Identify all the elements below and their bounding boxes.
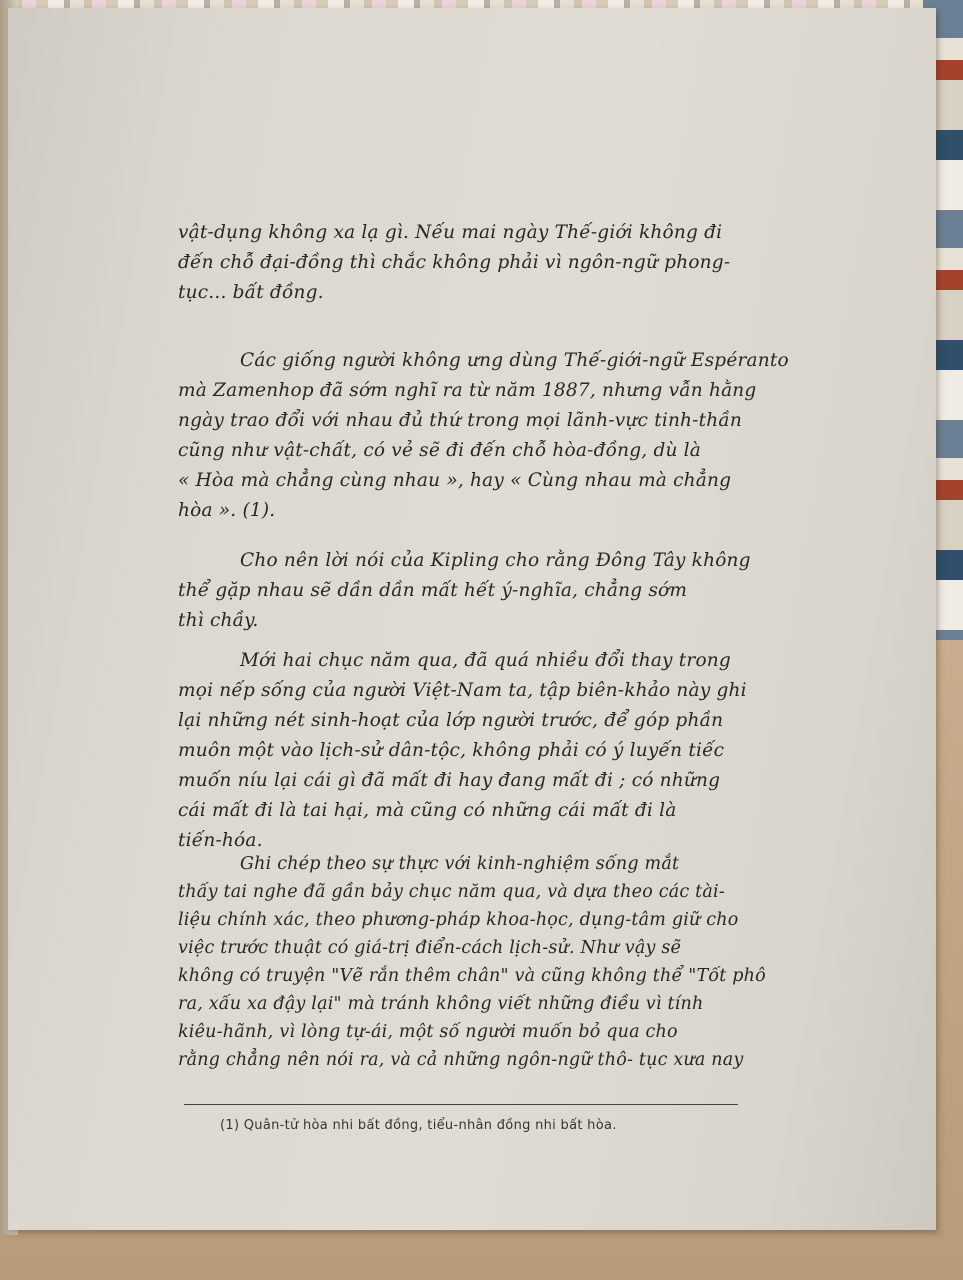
text-line: thể gặp nhau sẽ dần dần mất hết ý-nghĩa, chẳng sớm (178, 580, 688, 601)
text-line: Ghi chép theo sự thực với kinh-nghiệm sống mắt (240, 854, 680, 874)
text-line: kiêu-hãnh, vì lòng tự-ái, một số người muốn bỏ qua cho (178, 1022, 678, 1042)
text-line: việc trước thuật có giá-trị điển-cách lịch-sử. Như vậy sẽ (178, 938, 682, 958)
text-line: hòa ». (1). (178, 500, 276, 521)
text-line: liệu chính xác, theo phương-pháp khoa-học, dụng-tâm giữ cho (178, 910, 739, 930)
paragraph-2 (178, 346, 818, 526)
text-line: Mới hai chục năm qua, đã quá nhiều đổi thay trong (240, 650, 731, 671)
text-line: thấy tai nghe đã gần bảy chục năm qua, và dựa theo các tài- (178, 882, 725, 902)
text-line: cái mất đi là tai hại, mà cũng có những cái mất đi là (178, 800, 677, 821)
text-line: Các giống người không ưng dùng Thế-giới-ngữ Espéranto (240, 350, 789, 371)
text-line: « Hòa mà chẳng cùng nhau », hay « Cùng nhau mà chẳng (178, 470, 732, 491)
paragraph-5 (178, 850, 818, 1074)
text-line: muốn níu lại cái gì đã mất đi hay đang mất đi ; có những (178, 770, 721, 791)
footnote-divider (184, 1104, 738, 1105)
text-line: đến chỗ đại-đồng thì chắc không phải vì ngôn-ngữ phong- (178, 252, 731, 273)
text-line: Cho nên lời nói của Kipling cho rằng Đông Tây không (240, 550, 751, 571)
page-content (8, 8, 936, 1230)
text-line: lại những nét sinh-hoạt của lớp người trước, để góp phần (178, 710, 724, 731)
paragraph-1 (178, 218, 818, 308)
text-line: mọi nếp sống của người Việt-Nam ta, tập biên-khảo này ghi (178, 680, 747, 701)
text-line: tục... bất đồng. (178, 282, 324, 303)
text-line: không có truyện "Vẽ rắn thêm chân" và cũng không thể "Tốt phô (178, 966, 766, 986)
text-line: mà Zamenhop đã sớm nghĩ ra từ năm 1887, nhưng vẫn hằng (178, 380, 757, 401)
text-line: thì chầy. (178, 610, 259, 631)
text-line: ra, xấu xa đậy lại" mà tránh không viết những điều vì tính (178, 994, 704, 1014)
book-page (8, 8, 936, 1230)
text-line: cũng như vật-chất, có vẻ sẽ đi đến chỗ hòa-đồng, dù là (178, 440, 702, 461)
text-line: tiến-hóa. (178, 830, 263, 851)
text-line: ngày trao đổi với nhau đủ thứ trong mọi lãnh-vực tinh-thần (178, 410, 743, 431)
paragraph-4 (178, 646, 818, 856)
paragraph-3 (178, 546, 818, 636)
text-line: rằng chẳng nên nói ra, và cả những ngôn-ngữ thô- tục xưa nay (178, 1050, 744, 1070)
footnote: (1) Quân-tử hòa nhi bất đồng, tiểu-nhân đồng nhi bất hòa. (220, 1118, 617, 1133)
text-line: vật-dụng không xa lạ gì. Nếu mai ngày Thế-giới không đi (178, 222, 723, 243)
text-line: muôn một vào lịch-sử dân-tộc, không phải có ý luyến tiếc (178, 740, 725, 761)
